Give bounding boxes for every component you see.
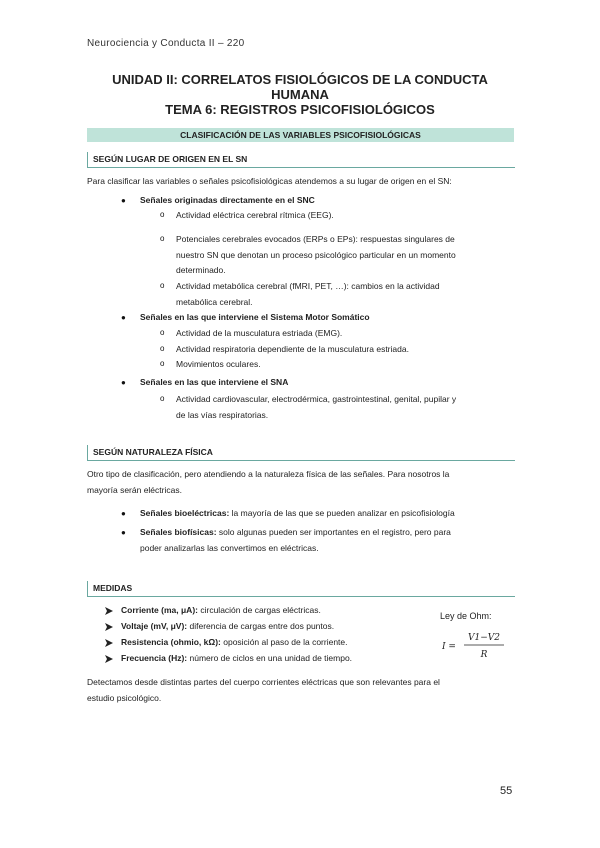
list-item: Actividad de la musculatura estriada (EMG). xyxy=(176,328,343,338)
bullet-icon: ● xyxy=(121,196,126,205)
term-label: Corriente (ma, μA): xyxy=(121,605,198,615)
group-title-sna: Señales en las que interviene el SNA xyxy=(140,377,289,387)
circle-bullet-icon: o xyxy=(160,359,165,368)
formula-numerator: V1−V2 xyxy=(468,633,500,643)
list-item xyxy=(121,635,348,651)
section-heading-text: SEGÚN NATURALEZA FÍSICA xyxy=(93,447,213,457)
circle-bullet-icon: o xyxy=(160,281,165,290)
list-item-line: determinado. xyxy=(176,265,226,275)
list-item-line: Potenciales cerebrales evocados (ERPs o EPs): respuestas singulares de xyxy=(176,234,455,244)
term-description: oposición al paso de la corriente. xyxy=(220,637,348,647)
unit-title: UNIDAD II: CORRELATOS FISIOLÓGICOS DE LA CONDUCTA HUMANA xyxy=(112,72,488,102)
list-item xyxy=(121,603,321,619)
circle-bullet-icon: o xyxy=(160,328,165,337)
term-description: solo algunas pueden ser importantes en el registro, pero para xyxy=(216,527,451,537)
ohm-law-formula xyxy=(442,630,506,660)
list-item-line: Actividad metabólica cerebral (fMRI, PET, …): cambios en la actividad xyxy=(176,281,440,291)
list-item xyxy=(121,651,352,667)
topic-title: TEMA 6: REGISTROS PSICOFISIOLÓGICOS xyxy=(165,102,435,117)
list-item xyxy=(176,279,514,310)
arrow-bullet-icon xyxy=(104,606,114,616)
term-description: circulación de cargas eléctricas. xyxy=(198,605,321,615)
term-label: Frecuencia (Hz): xyxy=(121,653,188,663)
paragraph-line: Detectamos desde distintas partes del cuerpo corrientes eléctricas que son relevantes para el xyxy=(87,677,440,687)
ohm-law-label: Ley de Ohm: xyxy=(440,611,492,621)
arrow-bullet-icon xyxy=(104,638,114,648)
list-item-line: nuestro SN que denotan un proceso psicológico particular en un momento xyxy=(176,249,456,260)
circle-bullet-icon: o xyxy=(160,344,165,353)
section-heading-measures xyxy=(87,581,515,597)
group-title-snc: Señales originadas directamente en el SNC xyxy=(140,195,315,205)
term-description: diferencia de cargas entre dos puntos. xyxy=(187,621,335,631)
term-label: Señales biofísicas: xyxy=(140,527,217,537)
section2-intro xyxy=(87,467,514,498)
classification-banner: CLASIFICACIÓN DE LAS VARIABLES PSICOFISIOLÓGICAS xyxy=(87,128,514,142)
list-item: Actividad respiratoria dependiente de la musculatura estriada. xyxy=(176,344,409,354)
list-item: Movimientos oculares. xyxy=(176,359,261,369)
section-heading-physical xyxy=(87,445,515,461)
circle-bullet-icon: o xyxy=(160,394,165,403)
section1-intro: Para clasificar las variables o señales psicofisiológicas atendemos a su lugar de origen en el SN: xyxy=(87,176,452,186)
term-description: la mayoría de las que se pueden analizar en psicofisiología xyxy=(229,508,455,518)
list-item xyxy=(121,619,334,635)
section-heading-text: SEGÚN LUGAR DE ORIGEN EN EL SN xyxy=(93,154,248,164)
list-item xyxy=(176,232,514,279)
paragraph-line: Otro tipo de clasificación, pero atendiendo a la naturaleza física de las señales. Para nosotros la xyxy=(87,469,450,479)
term-label: Voltaje (mV, μV): xyxy=(121,621,188,631)
page-number: 55 xyxy=(500,785,513,797)
list-item-line: metabólica cerebral. xyxy=(176,296,253,307)
section-heading-origin xyxy=(87,152,515,168)
arrow-bullet-icon xyxy=(104,654,114,664)
closing-paragraph xyxy=(87,675,514,706)
bullet-icon: ● xyxy=(121,528,126,537)
bullet-icon: ● xyxy=(121,313,126,322)
list-item xyxy=(140,506,455,522)
list-item xyxy=(176,392,514,423)
bullet-icon: ● xyxy=(121,378,126,387)
formula-denominator: R xyxy=(480,650,488,660)
bullet-icon: ● xyxy=(121,509,126,518)
section-heading-text: MEDIDAS xyxy=(93,583,133,593)
list-item: Actividad eléctrica cerebral rítmica (EEG). xyxy=(176,210,334,220)
term-label: Resistencia (ohmio, kΩ): xyxy=(121,637,221,647)
circle-bullet-icon: o xyxy=(160,210,165,219)
paragraph-line: mayoría serán eléctricas. xyxy=(87,484,182,495)
list-item-line: Actividad cardiovascular, electrodérmica, gastrointestinal, genital, pupilar y xyxy=(176,394,457,404)
list-item xyxy=(140,525,514,556)
circle-bullet-icon: o xyxy=(160,234,165,243)
term-description-line: poder analizarlas las convertimos en eléctricas. xyxy=(140,542,319,553)
arrow-bullet-icon xyxy=(104,622,114,632)
term-description: número de ciclos en una unidad de tiempo. xyxy=(187,653,353,663)
running-header: Neurociencia y Conducta II – 220 xyxy=(87,38,245,49)
formula-lhs: I = xyxy=(442,642,456,652)
paragraph-line: estudio psicológico. xyxy=(87,692,162,703)
term-label: Señales bioeléctricas: xyxy=(140,508,230,518)
group-title-somatic: Señales en las que interviene el Sistema Motor Somático xyxy=(140,312,370,322)
list-item-line: de las vías respiratorias. xyxy=(176,409,269,420)
